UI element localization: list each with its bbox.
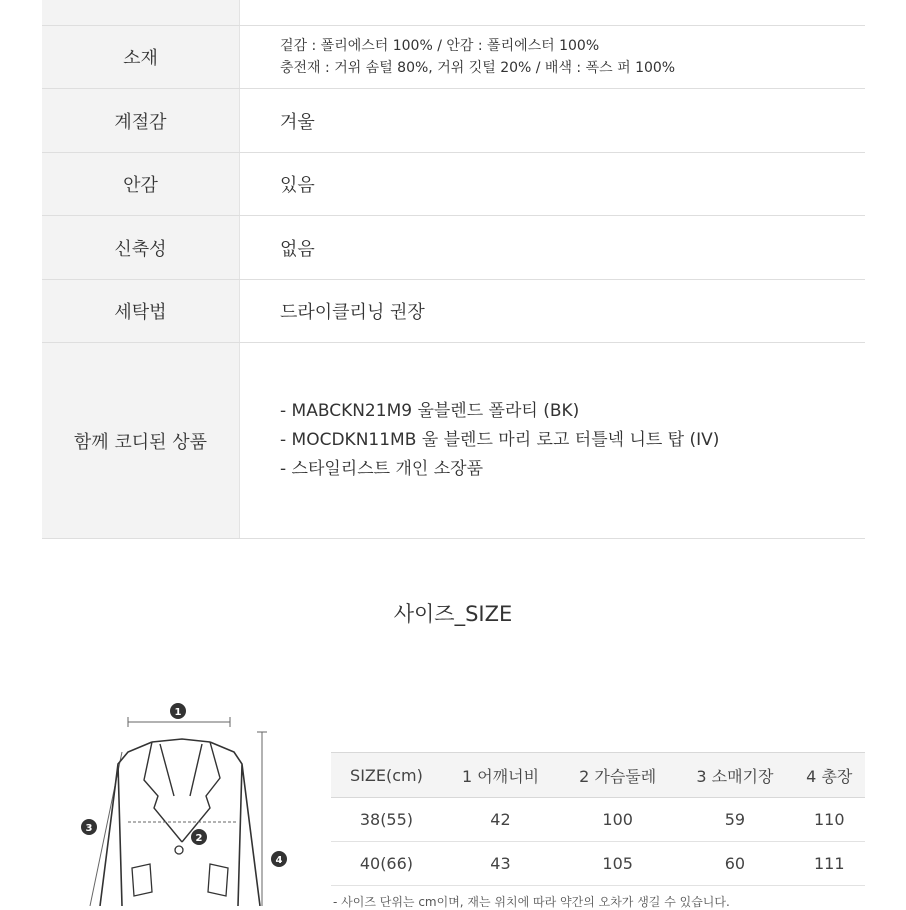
spec-label-lining: 안감 — [42, 153, 240, 215]
marker-1 — [170, 703, 186, 719]
material-line-2: 충전재 : 거위 솜털 80%, 거위 깃털 20% / 배색 : 폭스 퍼 100% — [280, 60, 676, 76]
size-header-shoulder: 1 어깨너비 — [442, 753, 559, 798]
size-header-size: SIZE(cm) — [331, 753, 442, 798]
spec-label-season: 계절감 — [42, 89, 240, 152]
button-icon — [175, 846, 183, 854]
spec-row-washing — [42, 280, 865, 343]
spec-value-lining: 있음 — [280, 175, 315, 196]
spec-value-material — [240, 26, 865, 88]
spec-value-washing: 드라이클리닝 권장 — [280, 302, 425, 323]
size-header-length: 4 총장 — [794, 753, 865, 798]
size-cell: 60 — [676, 842, 793, 886]
spec-label-coordinated: 함께 코디된 상품 — [42, 343, 240, 538]
size-table — [331, 752, 865, 886]
size-header-chest: 2 가슴둘레 — [559, 753, 676, 798]
jacket-lapels — [144, 742, 220, 842]
svg-text:2: 2 — [195, 833, 203, 844]
coordinated-item-1: - MABCKN21M9 울블렌드 폴라티 (BK) — [280, 401, 580, 421]
left-pocket — [132, 864, 152, 896]
size-header-sleeve: 3 소매기장 — [676, 753, 793, 798]
size-note: - 사이즈 단위는 cm이며, 재는 위치에 따라 약간의 오차가 생길 수 있습니다. — [333, 895, 730, 909]
spec-label-washing: 세탁법 — [42, 280, 240, 342]
spec-label-stretch: 신축성 — [42, 216, 240, 279]
coordinated-item-3: - 스타일리스트 개인 소장품 — [280, 459, 483, 479]
size-cell: 42 — [442, 798, 559, 842]
svg-text:4: 4 — [275, 855, 283, 866]
spec-value-stretch: 없음 — [280, 238, 315, 260]
size-cell: 59 — [676, 798, 793, 842]
size-cell: 105 — [559, 842, 676, 886]
spec-row-stretch — [42, 216, 865, 280]
spec-row-coordinated — [42, 343, 865, 539]
material-line-1: 겉감 : 폴리에스터 100% / 안감 : 폴리에스터 100% — [280, 38, 600, 54]
spec-row-material — [42, 26, 865, 89]
jacket-size-diagram — [70, 692, 300, 906]
length-measure-line — [257, 732, 267, 906]
spec-value — [240, 0, 865, 25]
size-cell: 111 — [794, 842, 865, 886]
table-row — [331, 842, 865, 886]
svg-text:3: 3 — [85, 823, 93, 834]
table-row — [331, 798, 865, 842]
product-spec-table — [42, 0, 865, 539]
spec-value-coordinated — [240, 343, 865, 538]
size-cell: 40(66) — [331, 842, 442, 886]
marker-3 — [81, 819, 97, 835]
size-cell: 43 — [442, 842, 559, 886]
svg-text:1: 1 — [174, 707, 182, 718]
size-cell: 110 — [794, 798, 865, 842]
spec-row-cut-off — [42, 0, 865, 26]
right-pocket — [208, 864, 228, 896]
spec-row-lining — [42, 153, 865, 216]
coordinated-item-2: - MOCDKN11MB 울 블렌드 마리 로고 터틀넥 니트 탑 (IV) — [280, 430, 720, 450]
spec-label-material: 소재 — [42, 26, 240, 88]
spec-label — [42, 0, 240, 25]
marker-2 — [191, 829, 207, 845]
spec-value-season: 겨울 — [280, 111, 315, 133]
size-section-title: 사이즈_SIZE — [393, 602, 513, 626]
spec-row-season — [42, 89, 865, 153]
size-cell: 100 — [559, 798, 676, 842]
size-cell: 38(55) — [331, 798, 442, 842]
size-table-header-row — [331, 753, 865, 798]
marker-4 — [271, 851, 287, 867]
